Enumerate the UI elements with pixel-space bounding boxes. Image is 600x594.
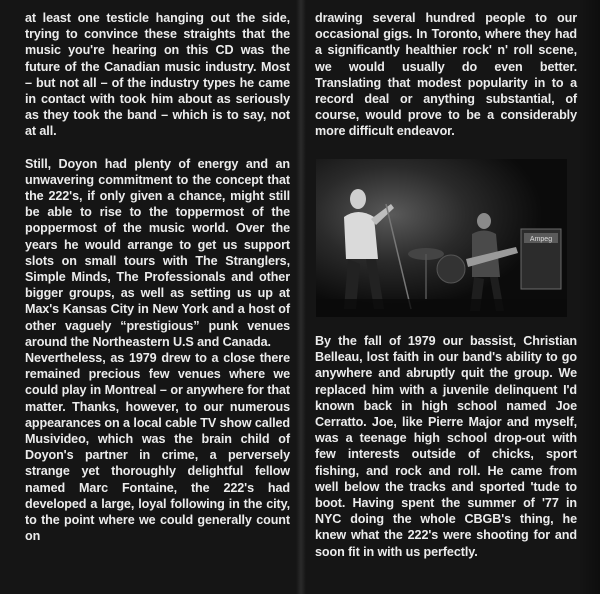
page-edge-shadow: [578, 0, 600, 594]
band-live-photo: [316, 159, 567, 317]
page-fold: [296, 0, 306, 594]
right-paragraph-top: drawing several hundred people to our occasional gigs. In Toronto, where they had a significantly healthier rock' n' roll scene, we would usually do even better. Translating that modest popularity in to a record deal or anything substantial, of course, would prove to be a considerably more difficult endeavor.: [315, 11, 577, 139]
right-paragraph-bottom: By the fall of 1979 our bassist, Christian Belleau, lost faith in our band's ability to go anywhere and abruptly quit the group. We replaced him with a juvenile delinquent I'd known back in high school named Joe Cerratto. Joe, like Pierre Major and myself, was a teenage high school drop-out with few interests outside of chicks, sport fishing, and rock and roll. He came from well below the tracks and sported 'tude to boot. Having spent the summer of '77 in NYC doing the whole CBGB's thing, he knew what the 222's were shooting for and soon fit in with us perfectly.: [315, 334, 577, 559]
left-paragraph-3: Nevertheless, as 1979 drew to a close there remained precious few venues where we could play in Montreal – or anywhere for that matter. Thanks, however, to our numerous appearances on a local cable TV show called Musivideo, which was the brain child of Doyon's partner in crime, a perversely strange yet thoroughly delightful fellow named Marc Fontaine, the 222's had developed a large, loyal following in the city, to the point where we could generally count on: [25, 351, 290, 544]
left-text-column: [25, 10, 290, 545]
right-text-column-top: [315, 10, 577, 140]
right-text-column-bottom: [315, 333, 577, 560]
amplifier: [521, 229, 561, 289]
band-photo-drawing: [316, 159, 567, 317]
left-paragraph-1: at least one testicle hanging out the side, trying to convince these straights that the music you're hearing on this CD was the future of the Canadian music industry. Most – but not all – of the industry types he came in contact with took him about as seriously as they took the band – which is to say, not at all.: [25, 11, 290, 139]
left-paragraph-2: Still, Doyon had plenty of energy and an unwavering commitment to the concept that the 222's, if only given a chance, might still be able to rise to the toppermost of the poppermost of the music world. Over the years he would arrange to get us support slots on small tours with The Stranglers, Simple Minds, The Professionals and other bigger groups, as well as setting us up at Max's Kansas City in New York and a host of other vaguely “prestigious” punk venues around the Northeastern U.S and Canada.: [25, 156, 290, 349]
paragraph-gap: [25, 140, 290, 156]
stage-floor: [316, 299, 567, 317]
amp-label: Ampeg: [529, 236, 553, 243]
